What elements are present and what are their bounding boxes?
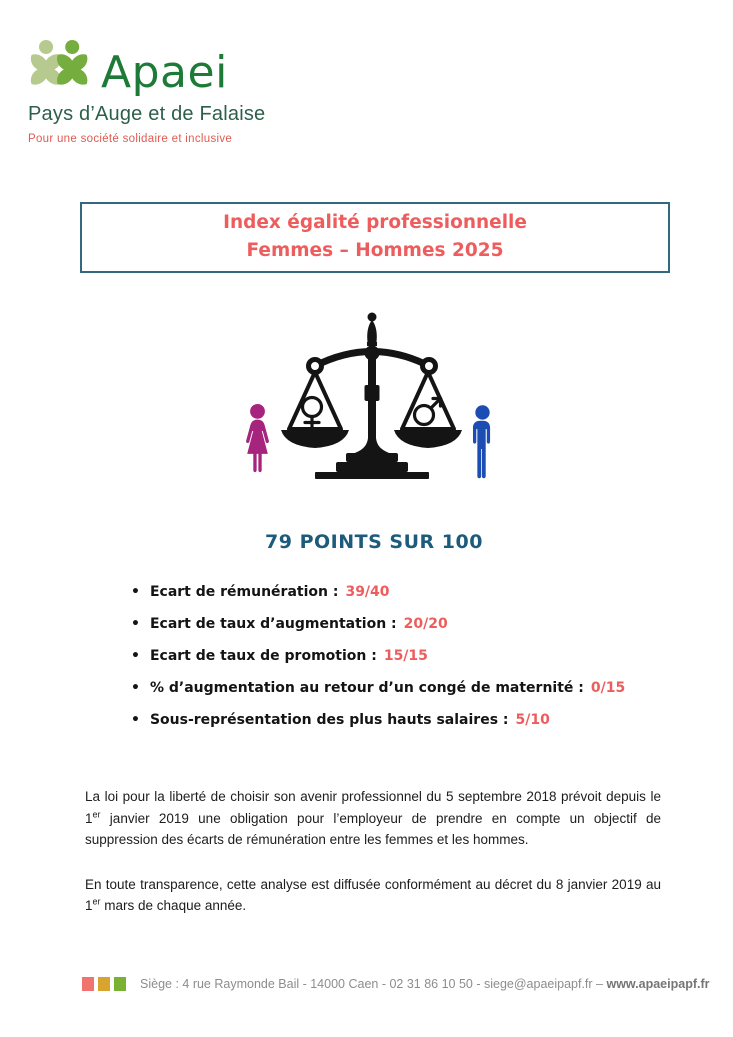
bullet-icon: •	[131, 584, 140, 600]
indicator-score: 15/15	[383, 648, 428, 664]
score-heading: 79 POINTS SUR 100	[265, 531, 483, 553]
bullet-icon: •	[131, 712, 140, 728]
list-item	[131, 584, 625, 616]
bullet-icon: •	[131, 680, 140, 696]
indicator-label: Sous-représentation des plus hauts salaires :	[149, 712, 509, 728]
indicator-label: Ecart de rémunération :	[149, 584, 339, 600]
indicator-score: 20/20	[403, 616, 448, 632]
left-pan	[289, 360, 341, 430]
man-figure-icon	[466, 404, 499, 484]
list-item	[131, 680, 625, 712]
list-item	[131, 648, 625, 680]
list-item	[131, 616, 625, 648]
title-box	[80, 202, 670, 273]
body-text	[85, 786, 661, 917]
indicator-score: 0/15	[590, 680, 626, 696]
woman-figure-icon	[239, 403, 276, 484]
footer	[82, 977, 710, 991]
paragraph-text: janvier 2019 une obligation pour l’employeur de prendre en compte un objectif de suppression des écarts de rémunération entre les femmes et les hommes.	[85, 810, 661, 848]
footer-square-icon	[98, 977, 110, 991]
footer-square-icon	[82, 977, 94, 991]
superscript: er	[92, 809, 101, 820]
logo-subtitle: Pays d’Auge et de Falaise	[28, 103, 266, 125]
indicator-score: 5/10	[515, 712, 550, 728]
indicator-score: 39/40	[345, 584, 390, 600]
logo-wordmark: Apaei	[101, 47, 228, 98]
paragraph-text: mars de chaque année.	[100, 898, 247, 914]
right-pan	[402, 360, 454, 430]
paragraph-transparency	[85, 874, 661, 917]
document-title-line1: Index égalité professionnelle	[223, 212, 527, 233]
paragraph-text: En toute transparence, cette analyse est diffusée conformément au décret du 8 janvier 2019 au 1	[85, 876, 661, 914]
document-title-line2: Femmes – Hommes 2025	[246, 240, 504, 261]
footer-address-text: Siège : 4 rue Raymonde Bail - 14000 Caen - 02 31 86 10 50 - siege@apaeipapf.fr –	[140, 977, 607, 991]
indicator-label: Ecart de taux de promotion :	[149, 648, 377, 664]
footer-address	[140, 977, 710, 991]
footer-website: www.apaeipapf.fr	[606, 977, 710, 991]
indicator-list	[131, 584, 625, 744]
apaei-people-icon	[28, 40, 94, 98]
superscript: er	[92, 896, 101, 907]
paragraph-text: La loi pour la liberté de choisir son avenir professionnel du 5 septembre 2018 prévoit depuis le 1	[85, 789, 661, 826]
logo-tagline: Pour une société solidaire et inclusive	[28, 133, 233, 145]
indicator-label: % d’augmentation au retour d’un congé de maternité :	[149, 680, 584, 696]
bullet-icon: •	[131, 648, 140, 664]
list-item	[131, 712, 625, 744]
indicator-label: Ecart de taux d’augmentation :	[149, 616, 397, 632]
paragraph-law	[85, 786, 661, 851]
bullet-icon: •	[131, 616, 140, 632]
footer-square-icon	[114, 977, 126, 991]
apaei-logo	[28, 40, 265, 145]
